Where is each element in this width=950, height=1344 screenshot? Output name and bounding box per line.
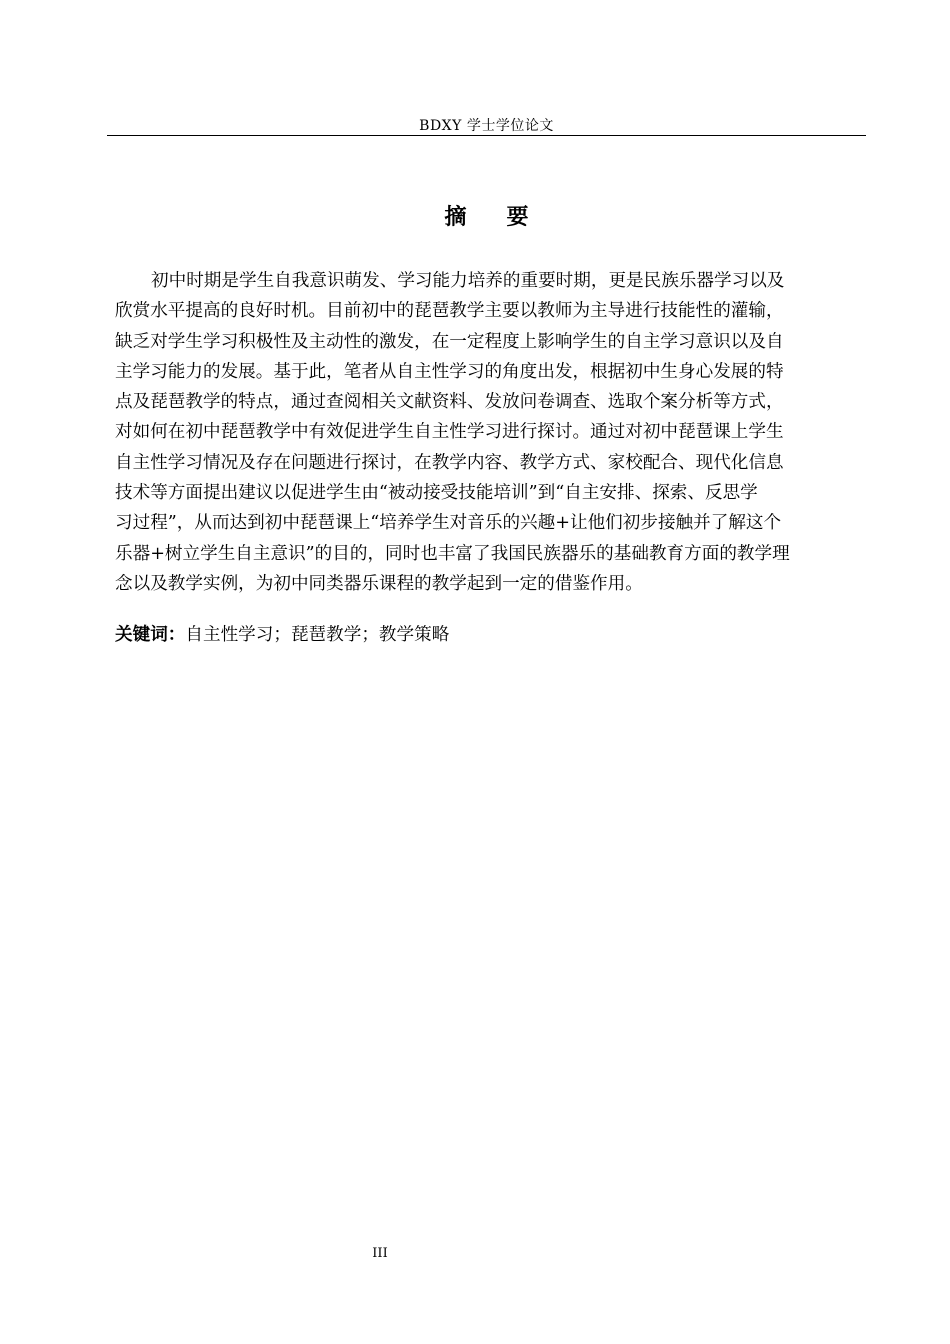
abstract-title-char-1: 摘 <box>444 205 467 230</box>
abstract-line: 乐器+树立学生自主意识”的目的，同时也丰富了我国民族器乐的基础教育方面的教学理 <box>115 543 790 564</box>
header-divider <box>107 135 866 136</box>
abstract-line: 欣赏水平提高的良好时机。目前初中的琵琶教学主要以教师为主导进行技能性的灌输， <box>115 301 784 322</box>
keywords-line <box>115 620 863 650</box>
abstract-line: 习过程”，从而达到初中琵琶课上“培养学生对音乐的兴趣+让他们初步接触并了解这个 <box>115 513 782 534</box>
abstract-title-char-2: 要 <box>506 205 529 230</box>
abstract-line: 缺乏对学生学习积极性及主动性的激发，在一定程度上影响学生的自主学习意识以及自 <box>115 331 784 352</box>
abstract-line: 技术等方面提出建议以促进学生由“被动接受技能培训”到“自主安排、探索、反思学 <box>115 483 758 504</box>
abstract-line: 念以及教学实例，为初中同类器乐课程的教学起到一定的借鉴作用。 <box>115 573 643 594</box>
abstract-line: 主学习能力的发展。基于此，笔者从自主性学习的角度出发，根据初中生身心发展的特 <box>115 361 784 382</box>
abstract-line: 初中时期是学生自我意识萌发、学习能力培养的重要时期，更是民族乐器学习以及 <box>151 271 785 291</box>
keywords-label: 关键词： <box>115 625 186 645</box>
abstract-line: 自主性学习情况及存在问题进行探讨，在教学内容、教学方式、家校配合、现代化信息 <box>115 452 784 473</box>
page-number: III <box>372 1246 388 1261</box>
keywords-value: 自主性学习；琵琶教学；教学策略 <box>185 625 450 645</box>
abstract-line: 对如何在初中琵琶教学中有效促进学生自主性学习进行探讨。通过对初中琵琶课上学生 <box>115 422 784 443</box>
abstract-title <box>107 202 866 234</box>
running-header: BDXY 学士学位论文 <box>419 118 554 134</box>
abstract-line: 点及琵琶教学的特点，通过查阅相关文献资料、发放问卷调查、选取个案分析等方式， <box>115 392 784 413</box>
abstract-body <box>115 266 863 599</box>
